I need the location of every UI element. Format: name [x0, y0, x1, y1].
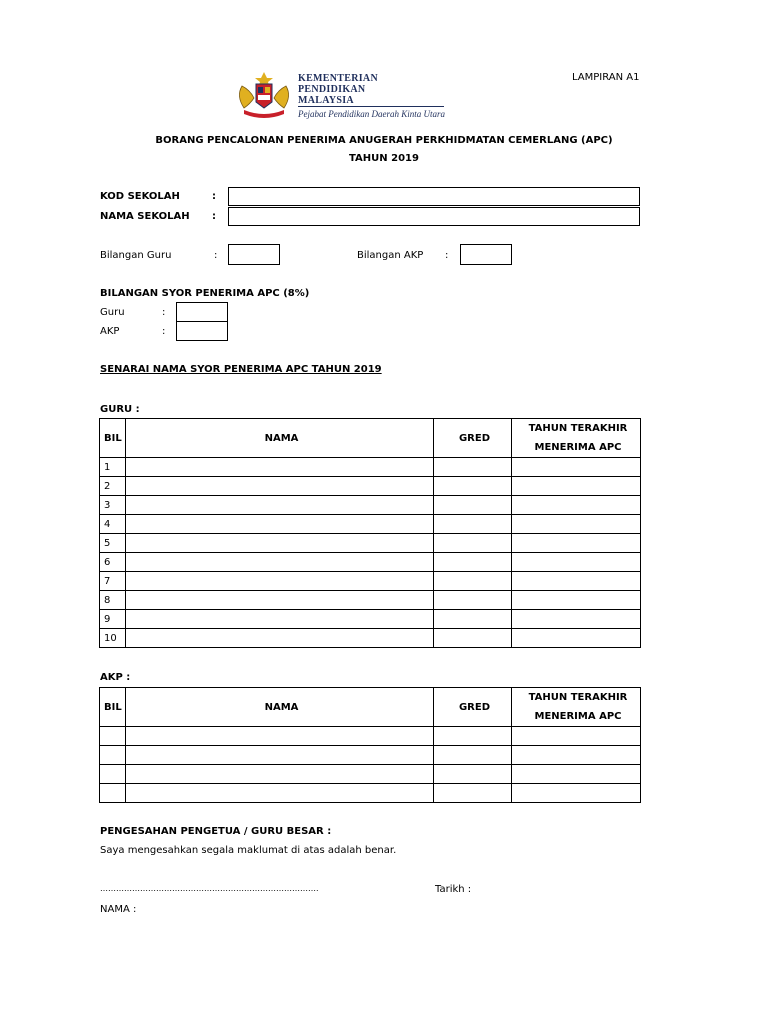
- guru-cell-bil: 1: [100, 458, 126, 477]
- signature-line[interactable]: ……………………………………………………………………….: [100, 884, 319, 893]
- lampiran-label: LAMPIRAN A1: [572, 72, 640, 83]
- guru-cell-bil: 4: [100, 515, 126, 534]
- guru-cell-tahun[interactable]: [512, 477, 641, 496]
- syor-guru-colon: :: [162, 307, 166, 318]
- akp-table-row: [100, 727, 641, 746]
- guru-cell-gred[interactable]: [434, 572, 512, 591]
- akp-header-tahun: [512, 688, 641, 727]
- nama-sekolah-colon: :: [212, 211, 216, 222]
- guru-cell-bil: 2: [100, 477, 126, 496]
- akp-cell-bil: [100, 727, 126, 746]
- guru-header-tahun-line1: TAHUN TERAKHIR: [528, 423, 628, 434]
- akp-cell-nama[interactable]: [126, 727, 434, 746]
- form-title: BORANG PENCALONAN PENERIMA ANUGERAH PERKHIDMATAN CEMERLANG (APC): [155, 135, 613, 146]
- akp-cell-bil: [100, 746, 126, 765]
- guru-cell-bil: 3: [100, 496, 126, 515]
- guru-cell-tahun[interactable]: [512, 515, 641, 534]
- akp-header-tahun-line2: MENERIMA APC: [534, 711, 622, 722]
- form-year: TAHUN 2019: [349, 153, 419, 164]
- guru-cell-tahun[interactable]: [512, 629, 641, 648]
- guru-cell-gred[interactable]: [434, 515, 512, 534]
- guru-header-bil: BIL: [100, 419, 126, 458]
- guru-header-gred: GRED: [434, 419, 512, 458]
- guru-cell-bil: 6: [100, 553, 126, 572]
- guru-table-row: [100, 553, 641, 572]
- guru-cell-gred[interactable]: [434, 591, 512, 610]
- guru-cell-tahun[interactable]: [512, 591, 641, 610]
- bilangan-akp-field[interactable]: [460, 244, 512, 265]
- akp-cell-tahun[interactable]: [512, 727, 641, 746]
- logo-line-2: PENDIDIKAN: [298, 84, 366, 95]
- guru-cell-tahun[interactable]: [512, 572, 641, 591]
- guru-table-row: [100, 610, 641, 629]
- akp-cell-gred[interactable]: [434, 746, 512, 765]
- guru-header-tahun-line2: MENERIMA APC: [534, 442, 622, 453]
- bilangan-syor-title: BILANGAN SYOR PENERIMA APC (8%): [100, 288, 310, 299]
- guru-table-row: [100, 496, 641, 515]
- guru-table-row: [100, 629, 641, 648]
- guru-cell-bil: 10: [100, 629, 126, 648]
- guru-header-tahun: [512, 419, 641, 458]
- guru-cell-bil: 9: [100, 610, 126, 629]
- guru-cell-tahun[interactable]: [512, 458, 641, 477]
- tarikh-label: Tarikh :: [435, 884, 472, 895]
- akp-cell-gred[interactable]: [434, 765, 512, 784]
- akp-table-label: AKP :: [100, 672, 131, 683]
- guru-cell-nama[interactable]: [126, 610, 434, 629]
- akp-cell-bil: [100, 765, 126, 784]
- akp-table-row: [100, 765, 641, 784]
- akp-cell-nama[interactable]: [126, 746, 434, 765]
- guru-cell-gred[interactable]: [434, 496, 512, 515]
- akp-cell-nama[interactable]: [126, 765, 434, 784]
- guru-cell-gred[interactable]: [434, 534, 512, 553]
- guru-cell-nama[interactable]: [126, 534, 434, 553]
- guru-cell-nama[interactable]: [126, 496, 434, 515]
- guru-cell-tahun[interactable]: [512, 610, 641, 629]
- senarai-title: SENARAI NAMA SYOR PENERIMA APC TAHUN 2019: [100, 364, 382, 375]
- guru-table-row: [100, 477, 641, 496]
- guru-cell-gred[interactable]: [434, 553, 512, 572]
- guru-cell-bil: 5: [100, 534, 126, 553]
- kod-sekolah-colon: :: [212, 191, 216, 202]
- guru-cell-nama[interactable]: [126, 591, 434, 610]
- guru-cell-tahun[interactable]: [512, 534, 641, 553]
- guru-table-label: GURU :: [100, 404, 140, 415]
- logo-divider: [298, 106, 444, 107]
- syor-akp-label: AKP: [100, 326, 120, 337]
- guru-table-row: [100, 458, 641, 477]
- bilangan-guru-label: Bilangan Guru: [100, 250, 172, 261]
- guru-table-row: [100, 534, 641, 553]
- guru-table: [99, 418, 641, 648]
- bilangan-akp-colon: :: [445, 250, 449, 261]
- syor-akp-colon: :: [162, 326, 166, 337]
- syor-guru-label: Guru: [100, 307, 125, 318]
- guru-cell-nama[interactable]: [126, 629, 434, 648]
- bilangan-akp-label: Bilangan AKP: [357, 250, 424, 261]
- guru-cell-gred[interactable]: [434, 458, 512, 477]
- guru-cell-bil: 7: [100, 572, 126, 591]
- guru-cell-nama[interactable]: [126, 458, 434, 477]
- akp-cell-tahun[interactable]: [512, 784, 641, 803]
- akp-cell-tahun[interactable]: [512, 746, 641, 765]
- akp-header-nama: NAMA: [126, 688, 434, 727]
- akp-cell-gred[interactable]: [434, 784, 512, 803]
- nama-sekolah-label: NAMA SEKOLAH: [100, 211, 190, 222]
- nama-sekolah-field[interactable]: [228, 207, 640, 226]
- syor-guru-field[interactable]: [176, 302, 228, 322]
- guru-cell-nama[interactable]: [126, 477, 434, 496]
- akp-table: [99, 687, 641, 803]
- guru-cell-tahun[interactable]: [512, 496, 641, 515]
- guru-table-row: [100, 515, 641, 534]
- akp-cell-tahun[interactable]: [512, 765, 641, 784]
- guru-table-row: [100, 572, 641, 591]
- bilangan-guru-colon: :: [214, 250, 218, 261]
- guru-cell-bil: 8: [100, 591, 126, 610]
- guru-header-nama: NAMA: [126, 419, 434, 458]
- akp-header-gred: GRED: [434, 688, 512, 727]
- guru-table-row: [100, 591, 641, 610]
- pengesahan-statement: Saya mengesahkan segala maklumat di atas adalah benar.: [100, 845, 397, 856]
- bilangan-guru-field[interactable]: [228, 244, 280, 265]
- akp-table-row: [100, 746, 641, 765]
- akp-cell-bil: [100, 784, 126, 803]
- guru-cell-gred[interactable]: [434, 477, 512, 496]
- akp-table-row: [100, 784, 641, 803]
- guru-cell-gred[interactable]: [434, 629, 512, 648]
- guru-cell-nama[interactable]: [126, 553, 434, 572]
- logo-line-3: MALAYSIA: [298, 95, 354, 106]
- logo-line-1: KEMENTERIAN: [298, 73, 378, 84]
- syor-akp-field[interactable]: [176, 321, 228, 341]
- akp-cell-gred[interactable]: [434, 727, 512, 746]
- akp-header-tahun-line1: TAHUN TERAKHIR: [528, 692, 628, 703]
- pengesahan-title: PENGESAHAN PENGETUA / GURU BESAR :: [100, 826, 332, 837]
- akp-cell-nama[interactable]: [126, 784, 434, 803]
- guru-cell-nama[interactable]: [126, 572, 434, 591]
- malaysia-coat-of-arms-icon: [234, 70, 294, 120]
- guru-cell-nama[interactable]: [126, 515, 434, 534]
- guru-cell-gred[interactable]: [434, 610, 512, 629]
- kod-sekolah-field[interactable]: [228, 187, 640, 206]
- nama-label: NAMA :: [100, 904, 137, 915]
- kod-sekolah-label: KOD SEKOLAH: [100, 191, 180, 202]
- logo-subtitle: Pejabat Pendidikan Daerah Kinta Utara: [298, 109, 445, 119]
- akp-header-bil: BIL: [100, 688, 126, 727]
- guru-cell-tahun[interactable]: [512, 553, 641, 572]
